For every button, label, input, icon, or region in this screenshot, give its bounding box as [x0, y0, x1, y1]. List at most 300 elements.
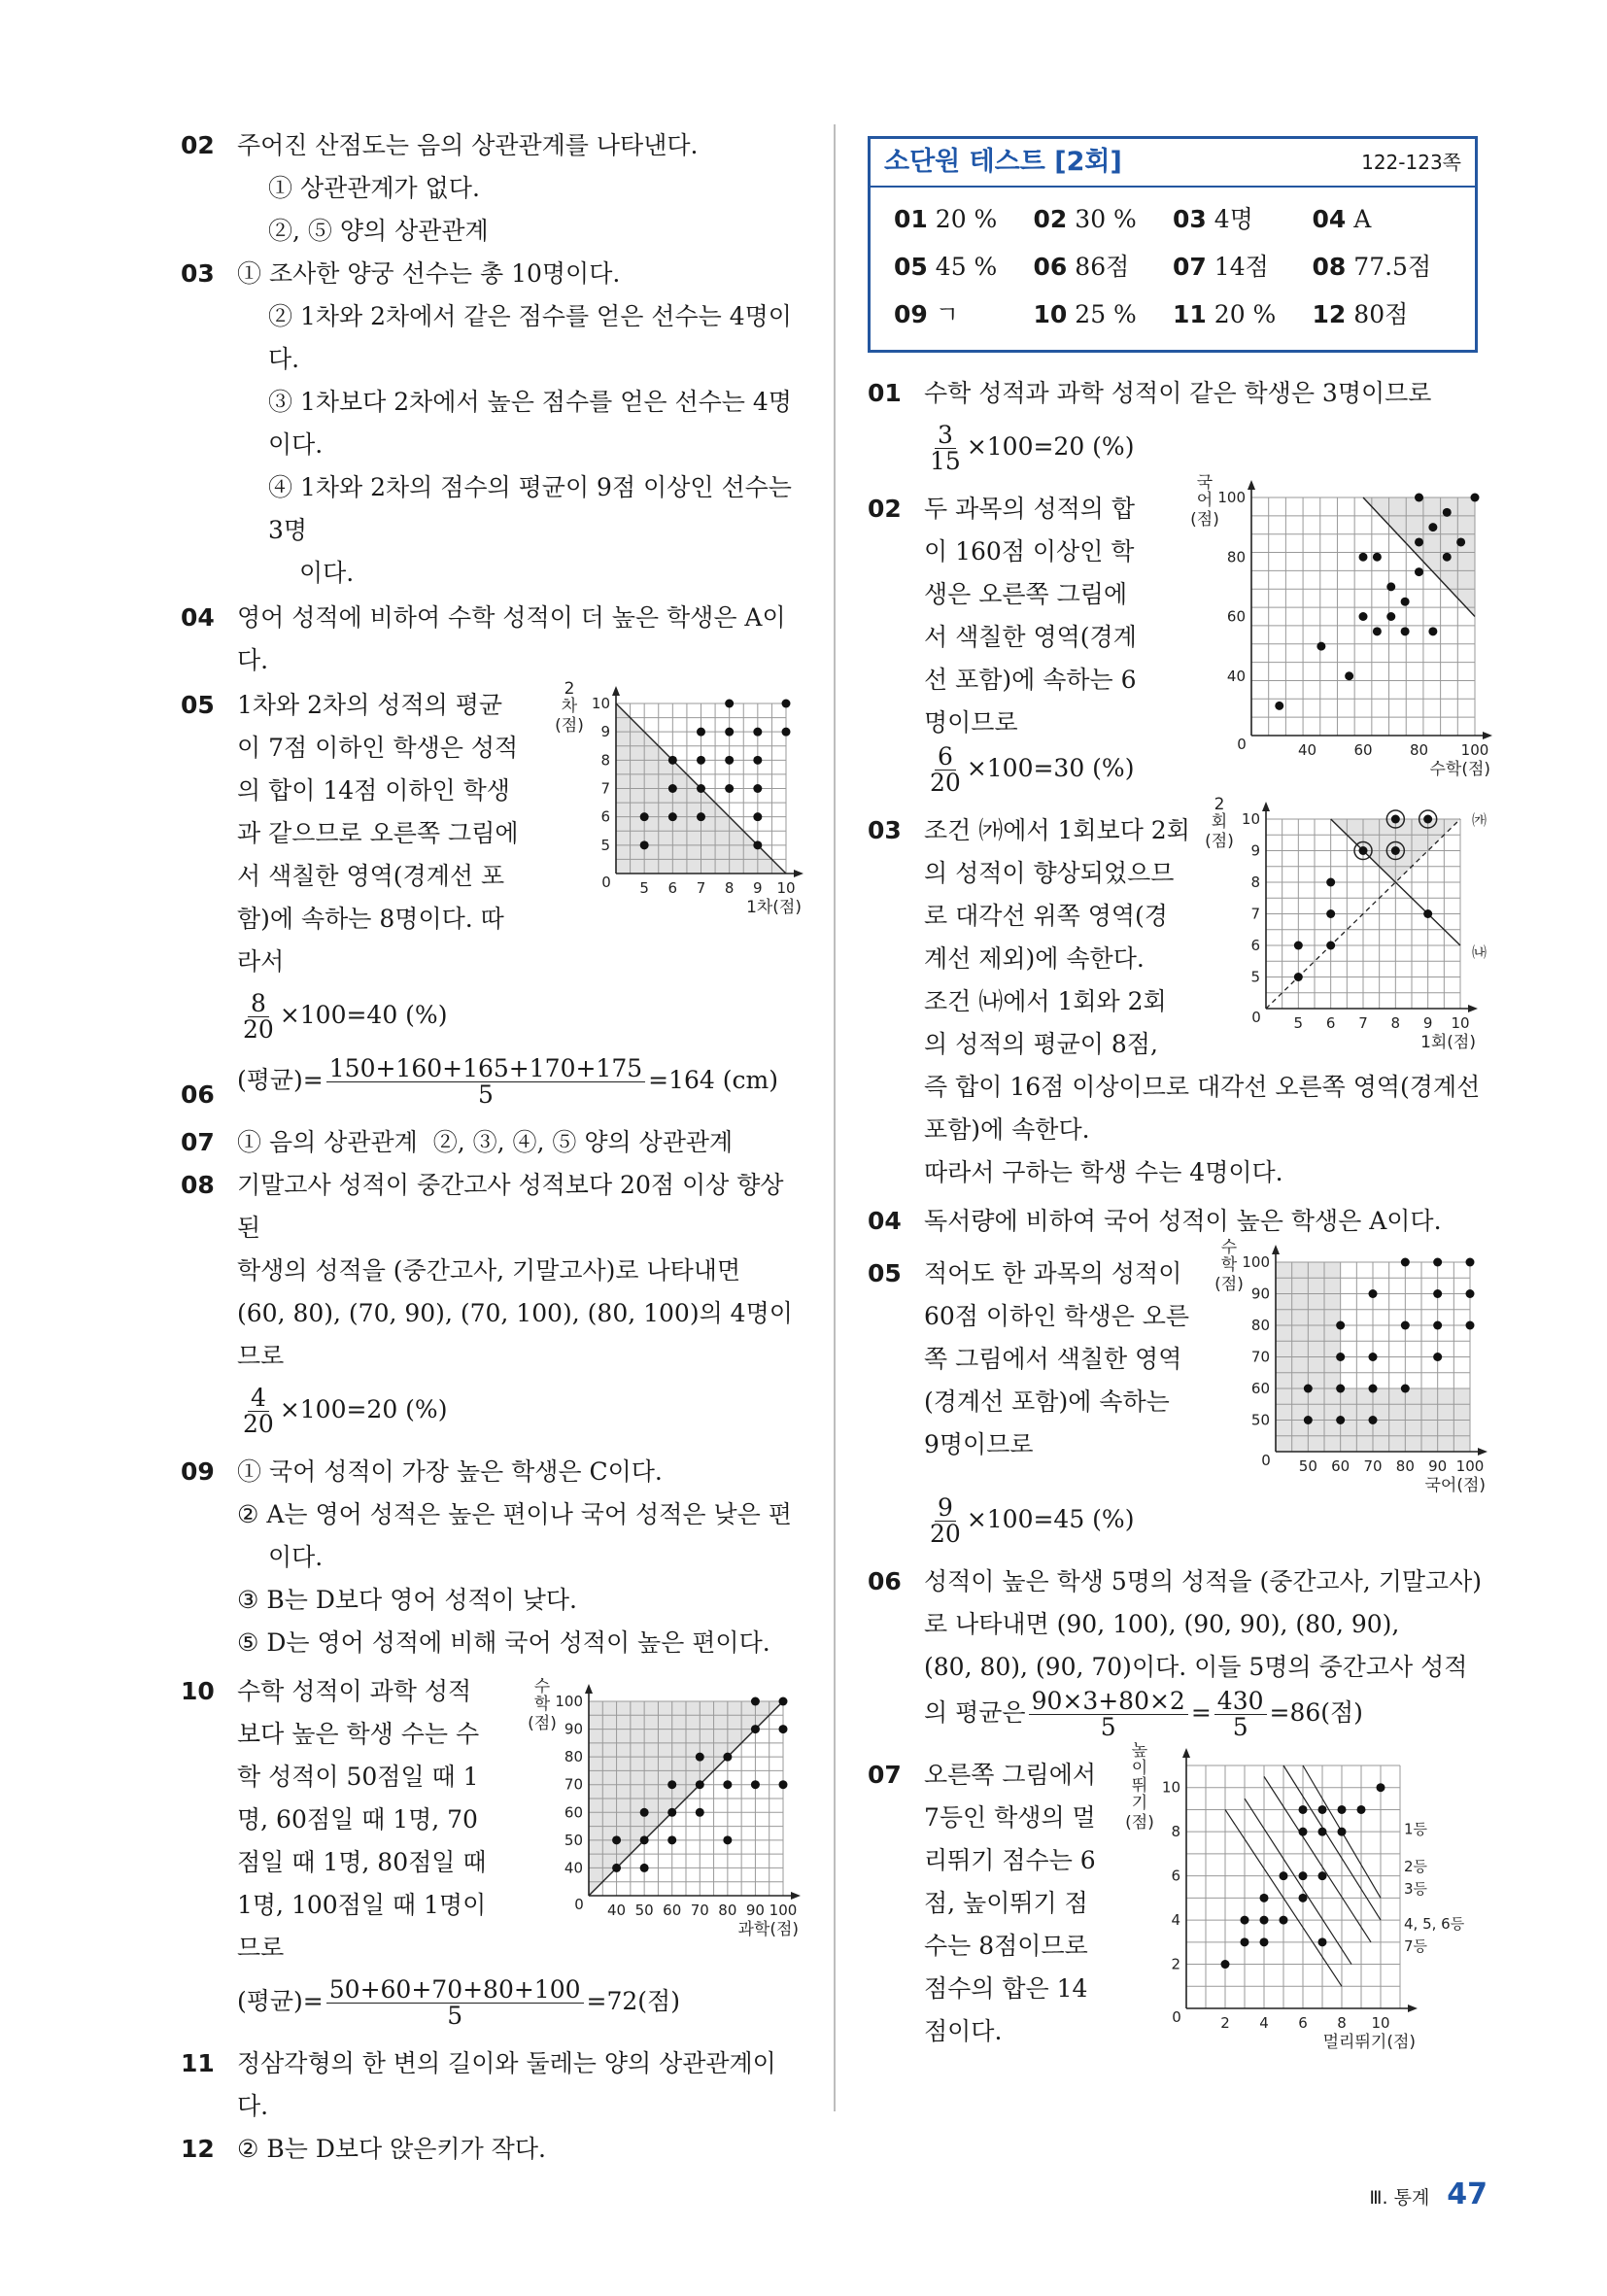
solution-01 [868, 372, 1489, 474]
answer-cell [1173, 243, 1313, 291]
item-line: 명이므로 [924, 708, 1018, 737]
data-point [1260, 1894, 1269, 1902]
rank-label: 7등 [1404, 1936, 1428, 1955]
data-point [1336, 1416, 1345, 1424]
data-point [1433, 1258, 1442, 1267]
y-axis-label: 기 [1131, 1794, 1148, 1813]
answer-cell [1034, 243, 1174, 291]
scatter-chart-math-science [530, 1670, 803, 1952]
item-line: 라서 [237, 947, 285, 976]
answer-10 [181, 1670, 803, 2029]
y-tick-label: 70 [564, 1775, 583, 1794]
item-number: 02 [181, 131, 215, 159]
y-tick-label: 6 [600, 807, 610, 826]
x-tick-label: 50 [1298, 1457, 1317, 1475]
frac-num: 6 [935, 744, 956, 771]
data-point [668, 812, 677, 821]
answer-value: 45 % [935, 253, 998, 281]
data-point [1299, 1805, 1308, 1814]
y-axis-label: (점) [528, 1714, 557, 1733]
frac-num: 9 [935, 1495, 956, 1522]
data-point [1415, 494, 1423, 502]
origin-label: 0 [601, 874, 611, 891]
x-axis-label: 1차(점) [746, 898, 802, 917]
data-point [696, 1808, 704, 1817]
page-footer [1369, 2174, 1487, 2219]
item-line: 주어진 산점도는 음의 상관관계를 나타낸다. [237, 131, 699, 159]
item-number: 05 [868, 1259, 902, 1287]
data-point [1423, 909, 1432, 918]
x-tick-label: 6 [1325, 1014, 1336, 1032]
data-point [725, 784, 734, 793]
data-point [1336, 1385, 1345, 1393]
frac-lhs: (평균)= [237, 1066, 324, 1094]
data-point [612, 1864, 621, 1872]
item-number: 06 [181, 1080, 215, 1109]
scatter-chart-math-korean [1159, 473, 1490, 779]
data-point [1466, 1258, 1475, 1267]
x-tick-label: 6 [1298, 2014, 1308, 2032]
test-title: 소단원 테스트 [2회] [884, 147, 1122, 177]
x-tick-label: 60 [1331, 1457, 1351, 1475]
y-tick-label: 90 [564, 1720, 583, 1738]
item-line: 로 대각선 위쪽 영역(경 [924, 902, 1168, 930]
item-line: 서 색칠한 영역(경계 [924, 623, 1137, 651]
y-axis-label: 이 [1131, 1759, 1148, 1778]
item-line: 1차와 2차의 성적의 평균 [237, 691, 503, 719]
data-point [1318, 1805, 1327, 1814]
item-line: 7등인 학생의 멀 [924, 1803, 1096, 1832]
y-axis-label: 2 [1214, 795, 1225, 814]
answer-number: 03 [1173, 205, 1207, 233]
data-point [640, 1864, 649, 1872]
answer-cell [1034, 195, 1174, 243]
data-point [1428, 627, 1437, 635]
scatter-chart-rounds [1198, 795, 1489, 1062]
item-line: 성적이 높은 학생 5명의 성적을 (중간고사, 기말고사) [924, 1567, 1483, 1595]
data-point [1433, 1353, 1442, 1361]
data-point [1304, 1385, 1313, 1393]
data-point [1299, 1894, 1308, 1902]
y-tick-label: 100 [555, 1693, 583, 1710]
fraction [927, 423, 964, 474]
item-number: 10 [181, 1677, 215, 1705]
item-line: 적어도 한 과목의 성적이 [924, 1259, 1182, 1287]
data-point [723, 1780, 732, 1789]
data-point [1369, 1289, 1378, 1298]
frac-num: 8 [248, 991, 269, 1017]
y-tick-label: 7 [1250, 905, 1260, 923]
item-line: ② A는 영어 성적은 높은 편이나 국어 성적은 낮은 편 [237, 1500, 792, 1528]
item-line: 따라서 구하는 학생 수는 4명이다. [924, 1158, 1283, 1186]
condition-label: ㈎ [1472, 811, 1487, 829]
solution-05 [868, 1238, 1489, 1548]
y-tick-label: 10 [591, 695, 610, 712]
frac-lhs: (평균)= [237, 1987, 324, 2015]
data-point [725, 728, 734, 737]
y-axis-arrow [1262, 802, 1270, 811]
x-tick-label: 80 [1409, 741, 1429, 759]
data-point [1338, 1805, 1347, 1814]
fraction [326, 1056, 645, 1108]
item-line: 점수의 합은 14 [924, 1974, 1088, 2003]
item-line: 영어 성적에 비하여 수학 성적이 더 높은 학생은 A이다. [237, 603, 786, 674]
frac-rest: ×100=30 (%) [966, 754, 1135, 782]
x-tick-label: 5 [639, 879, 649, 897]
data-point [1391, 846, 1400, 855]
item-line: 1명, 100점일 때 1명이 [237, 1891, 487, 1919]
x-tick-label: 8 [1337, 2014, 1347, 2032]
data-point [1433, 1289, 1442, 1298]
item-line: 의 합이 14점 이하인 학생 [237, 776, 510, 805]
item-line: (80, 80), (90, 70)이다. 이들 5명의 중간고사 성적 [924, 1653, 1468, 1681]
data-point [1386, 612, 1395, 621]
data-point [1280, 1871, 1288, 1880]
y-axis-label: 학 [1220, 1255, 1238, 1275]
x-axis-arrow [1478, 1448, 1487, 1456]
answer-number: 04 [1312, 205, 1347, 233]
y-tick-label: 10 [1241, 810, 1260, 828]
item-line: 기말고사 성적이 중간고사 성적보다 20점 이상 향상된 [237, 1171, 784, 1242]
y-axis-label: (점) [1214, 1275, 1244, 1294]
item-line: ② B는 D보다 앉은키가 작다. [237, 2135, 546, 2163]
y-tick-label: 7 [600, 779, 610, 798]
answer-value: ㄱ [935, 300, 959, 328]
item-number: 03 [181, 259, 215, 288]
answer-number: 07 [1173, 253, 1207, 281]
origin-label: 0 [574, 1896, 584, 1913]
item-line: 이 160점 이상인 학 [924, 537, 1135, 565]
answer-value: 25 % [1075, 300, 1137, 328]
data-point [1377, 1783, 1385, 1792]
x-tick-label: 40 [607, 1902, 627, 1919]
scatter-chart-korean-math [1208, 1238, 1489, 1495]
unit-test-answer-box [868, 136, 1478, 353]
x-tick-label: 60 [663, 1902, 682, 1919]
fraction [1214, 1689, 1267, 1740]
answer-cell [1034, 291, 1174, 338]
data-point [1241, 1916, 1249, 1925]
item-line: 포함)에 속한다. [924, 1115, 1090, 1144]
data-point [1304, 1416, 1313, 1424]
frac-num: 50+60+70+80+100 [326, 1977, 584, 2004]
data-point [696, 1780, 704, 1789]
data-point [779, 1725, 788, 1733]
y-tick-label: 100 [1217, 489, 1246, 506]
x-axis-label: 멀리뛰기(점) [1322, 2033, 1416, 2052]
answer-cell [894, 291, 1034, 338]
item-line: 9명이므로 [924, 1430, 1034, 1458]
y-tick-label: 5 [600, 836, 610, 854]
answer-number: 01 [894, 205, 928, 233]
x-tick-label: 100 [1460, 741, 1489, 759]
item-line: ② 1차와 2차에서 같은 점수를 얻은 선수는 4명이다. [268, 302, 792, 373]
y-tick-label: 5 [1250, 968, 1260, 986]
data-point [1260, 1916, 1269, 1925]
solution-04 [868, 1200, 1489, 1243]
data-point [1294, 942, 1303, 950]
x-tick-label: 40 [1297, 741, 1317, 759]
y-axis-arrow [1272, 1245, 1280, 1254]
answer-11 [181, 2042, 803, 2128]
data-point [1401, 1321, 1410, 1330]
data-point [1326, 942, 1335, 950]
section-label: Ⅲ. 통계 [1369, 2187, 1430, 2209]
item-number: 12 [181, 2135, 215, 2163]
origin-label: 0 [1172, 2008, 1181, 2026]
frac-num: 90×3+80×2 [1029, 1689, 1188, 1715]
data-point [1433, 1321, 1442, 1330]
rank-label: 1등 [1404, 1820, 1428, 1838]
item-line: 점이다. [924, 2017, 1003, 2045]
x-tick-label: 100 [769, 1902, 798, 1919]
x-tick-label: 60 [1353, 741, 1373, 759]
x-tick-label: 7 [696, 879, 706, 897]
y-tick-label: 90 [1250, 1285, 1270, 1303]
frac-rest: =72(점) [586, 1987, 680, 2015]
item-line: 이 7점 이하인 학생은 성적 [237, 734, 519, 762]
y-axis-label: 국 [1196, 473, 1214, 493]
item-line: 조건 ㈏에서 1회와 2회 [924, 987, 1167, 1015]
y-tick-label: 9 [1250, 841, 1260, 860]
fraction-line [924, 1495, 1489, 1547]
item-number: 11 [181, 2049, 215, 2077]
x-tick-label: 2 [1220, 2014, 1230, 2032]
data-point [697, 728, 705, 737]
item-line: 의 성적의 평균이 8점, [924, 1030, 1158, 1058]
item-line: 학생의 성적을 (중간고사, 기말고사)로 나타내면 [237, 1256, 741, 1285]
x-tick-label: 6 [667, 879, 678, 897]
x-tick-label: 100 [1455, 1457, 1485, 1475]
solution-03 [868, 795, 1489, 1194]
item-line: 60점 이하인 학생은 오른 [924, 1302, 1190, 1330]
item-line: 정삼각형의 한 변의 길이와 둘레는 양의 상관관계이다. [237, 2049, 776, 2120]
x-axis-label: 과학(점) [737, 1920, 799, 1939]
item-line: 독서량에 비하여 국어 성적이 높은 학생은 A이다. [924, 1207, 1442, 1235]
rank-label: 4, 5, 6등 [1404, 1915, 1465, 1934]
answer-number: 12 [1312, 300, 1347, 328]
answer-cell [1173, 291, 1313, 338]
data-point [1299, 1871, 1308, 1880]
frac-den: 20 [243, 1015, 274, 1044]
x-axis-label: 수학(점) [1429, 760, 1490, 779]
answer-number: 02 [1033, 205, 1068, 233]
frac-mid: = [1190, 1698, 1212, 1727]
x-axis-arrow [791, 1892, 801, 1900]
data-point [1359, 846, 1368, 855]
item-number: 07 [181, 1128, 215, 1156]
item-line: ③ 1차보다 2차에서 높은 점수를 얻은 선수는 4명이다. [268, 388, 792, 459]
data-point [723, 1753, 732, 1762]
y-axis-label: (점) [1205, 832, 1234, 851]
answer-number: 11 [1173, 300, 1207, 328]
solution-06 [868, 1560, 1489, 1740]
data-point [1326, 878, 1335, 887]
data-point [1373, 627, 1382, 635]
frac-rest: =164 (cm) [648, 1066, 778, 1094]
data-point [697, 756, 705, 765]
item-line: ① 국어 성적이 가장 높은 학생은 C이다. [237, 1457, 663, 1486]
data-point [640, 1835, 649, 1844]
y-axis-arrow [1182, 1748, 1190, 1758]
answer-value: 86점 [1075, 253, 1130, 281]
x-tick-label: 5 [1293, 1014, 1304, 1032]
answer-05 [181, 679, 803, 1044]
data-point [1336, 1353, 1345, 1361]
item-line: 선 포함)에 속하는 6 [924, 666, 1137, 694]
y-tick-label: 9 [600, 723, 610, 741]
x-tick-label: 4 [1259, 2014, 1269, 2032]
data-point [753, 784, 762, 793]
y-axis-label: 높 [1131, 1741, 1148, 1761]
data-point [782, 728, 791, 737]
fraction-line [237, 991, 803, 1043]
item-line: 함)에 속하는 8명이다. 따 [237, 905, 504, 933]
item-line: 명, 60점일 때 1명, 70 [237, 1805, 478, 1833]
answer-cell [1173, 195, 1313, 243]
y-tick-label: 8 [1250, 874, 1260, 891]
frac-rest: ×100=45 (%) [966, 1505, 1135, 1533]
y-tick-label: 60 [564, 1803, 583, 1822]
data-point [1294, 973, 1303, 981]
data-point [612, 1835, 621, 1844]
frac-den: 20 [930, 1520, 961, 1548]
x-tick-label: 10 [1451, 1014, 1470, 1032]
page-number: 47 [1447, 2177, 1487, 2211]
data-point [697, 784, 705, 793]
data-point [1369, 1416, 1378, 1424]
rank-line [1283, 1765, 1381, 1920]
frac-den: 5 [1232, 1713, 1248, 1741]
item-line: 과 같으므로 오른쪽 그림에 [237, 819, 519, 847]
item-number: 08 [181, 1171, 215, 1199]
scatter-chart-grades [555, 679, 803, 927]
data-point [751, 1725, 760, 1733]
answer-12 [181, 2128, 803, 2171]
item-line: ① 상관관계가 없다. [268, 174, 480, 202]
y-tick-label: 80 [1226, 548, 1246, 566]
item-line: 수는 8점이므로 [924, 1932, 1088, 1960]
item-number: 05 [181, 691, 215, 719]
answer-06 [181, 1056, 803, 1108]
rank-label: 2등 [1404, 1858, 1428, 1876]
data-point [1260, 1937, 1269, 1946]
data-point [667, 1835, 676, 1844]
rank-line [1264, 1776, 1371, 1941]
item-line: ① 조사한 양궁 선수는 총 10명이다. [237, 259, 621, 288]
frac-lhs: 의 평균은 [924, 1698, 1026, 1727]
data-point [1423, 815, 1432, 824]
frac-den: 5 [478, 1080, 494, 1109]
answer-cell [894, 195, 1034, 243]
x-axis-arrow [1468, 1005, 1478, 1012]
column-divider [834, 124, 836, 2111]
x-tick-label: 50 [634, 1902, 654, 1919]
y-tick-label: 4 [1171, 1911, 1180, 1930]
data-point [1345, 671, 1353, 680]
item-number: 03 [868, 816, 902, 844]
y-axis-label: 회 [1211, 812, 1228, 832]
y-tick-label: 40 [564, 1859, 583, 1877]
item-line: 조건 ㈎에서 1회보다 2회 [924, 816, 1190, 844]
item-line: 점, 높이뛰기 점 [924, 1889, 1088, 1917]
item-line: 생은 오른쪽 그림에 [924, 580, 1128, 608]
x-tick-label: 10 [776, 879, 796, 897]
answer-value: 80점 [1353, 300, 1409, 328]
data-point [725, 756, 734, 765]
data-point [1326, 909, 1335, 918]
fraction-line [924, 1689, 1489, 1740]
y-axis-label: (점) [555, 716, 584, 736]
frac-den: 15 [930, 447, 961, 475]
data-point [1318, 1828, 1327, 1836]
y-axis-arrow [612, 686, 620, 696]
data-point [753, 812, 762, 821]
data-point [751, 1697, 760, 1706]
fraction-line [237, 1386, 803, 1437]
fraction [1029, 1689, 1188, 1740]
item-line: 계선 제외)에 속한다. [924, 944, 1145, 973]
data-point [753, 756, 762, 765]
fraction [927, 744, 964, 796]
x-axis-label: 국어(점) [1424, 1476, 1486, 1495]
data-point [751, 1780, 760, 1789]
x-axis-label: 1회(점) [1420, 1033, 1476, 1052]
frac-rest: ×100=20 (%) [279, 1395, 448, 1423]
origin-label: 0 [1237, 736, 1247, 753]
item-number: 06 [868, 1567, 902, 1595]
data-point [1275, 702, 1283, 710]
data-point [1318, 1871, 1327, 1880]
x-axis-arrow [1408, 2005, 1418, 2012]
data-point [779, 1780, 788, 1789]
data-point [1357, 1805, 1366, 1814]
item-line: 보다 높은 학생 수는 수 [237, 1720, 480, 1748]
frac-den: 20 [243, 1410, 274, 1438]
item-number: 02 [868, 495, 902, 523]
data-point [1373, 553, 1382, 562]
item-line: ④ 1차와 2차의 점수의 평균이 9점 이상인 선수는 3명 [268, 473, 792, 544]
fraction [240, 991, 277, 1043]
frac-rest: ×100=20 (%) [966, 432, 1135, 461]
data-point [1338, 1828, 1347, 1836]
item-line: 의 성적이 향상되었으므 [924, 859, 1175, 887]
data-point [1443, 553, 1452, 562]
item-line: 즉 합이 16점 이상이므로 대각선 오른쪽 영역(경계선 [924, 1073, 1481, 1101]
data-point [1428, 523, 1437, 531]
data-point [1280, 1916, 1288, 1925]
y-tick-label: 60 [1250, 1380, 1270, 1397]
data-point [1359, 553, 1368, 562]
y-tick-label: 40 [1226, 667, 1246, 685]
answer-value: 20 % [935, 205, 998, 233]
fraction-line [237, 1056, 803, 1108]
x-tick-label: 10 [1371, 2014, 1390, 2032]
data-point [1401, 627, 1410, 635]
fraction [326, 1977, 584, 2029]
y-tick-label: 10 [1161, 1778, 1180, 1797]
answer-value: 77.5점 [1353, 253, 1432, 281]
answer-value: 14점 [1214, 253, 1269, 281]
data-point [725, 700, 734, 708]
item-line: (60, 80), (70, 90), (70, 100), (80, 100)의 4명이 [237, 1299, 793, 1327]
origin-label: 0 [1261, 1452, 1271, 1469]
data-point [1369, 1353, 1378, 1361]
data-point [697, 812, 705, 821]
data-point [668, 756, 677, 765]
y-axis-label: 뛰 [1131, 1776, 1148, 1796]
answer-cell [894, 243, 1034, 291]
